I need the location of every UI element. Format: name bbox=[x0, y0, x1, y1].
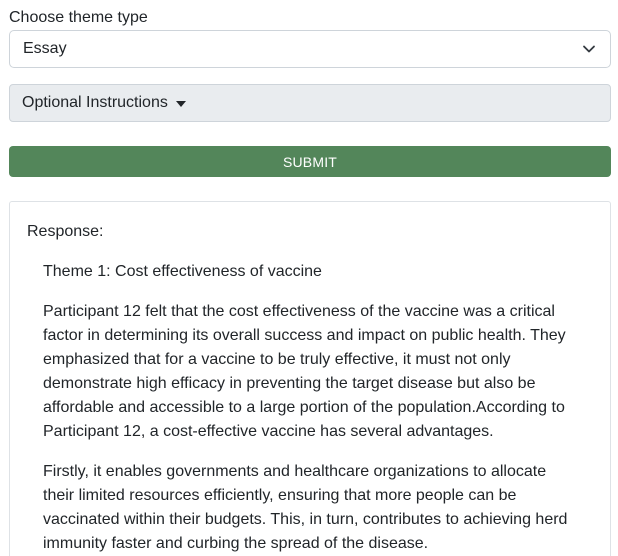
optional-instructions-label: Optional Instructions bbox=[22, 94, 168, 111]
theme-type-selected-value: Essay bbox=[23, 40, 67, 57]
submit-button[interactable]: SUBMIT bbox=[9, 146, 611, 177]
theme-type-label: Choose theme type bbox=[9, 9, 148, 26]
response-paragraph: Participant 12 felt that the cost effectiveness of the vaccine was a critical factor in determining its overall success and impact on public health. They emphasized that for a vaccine to be truly effective, it must not only demonstrate high efficacy in preventing the target disease but also be affordable and accessible to a large portion of the population.According to Participant 12, a cost-effective vaccine has several advantages. bbox=[43, 303, 566, 440]
response-content bbox=[43, 260, 578, 556]
chevron-down-icon bbox=[581, 41, 597, 57]
response-panel bbox=[9, 201, 611, 556]
caret-down-icon bbox=[176, 101, 186, 107]
optional-instructions-toggle[interactable] bbox=[9, 84, 611, 122]
theme-title: Theme 1: Cost effectiveness of vaccine bbox=[43, 263, 322, 280]
response-label: Response: bbox=[27, 223, 104, 240]
theme-type-select[interactable] bbox=[9, 30, 611, 68]
response-paragraph: Firstly, it enables governments and healthcare organizations to allocate their limited resources efficiently, ensuring that more people can be vaccinated within their budgets. This, in turn, contributes to achieving herd immunity faster and curbing the spread of the disease. bbox=[43, 463, 568, 552]
